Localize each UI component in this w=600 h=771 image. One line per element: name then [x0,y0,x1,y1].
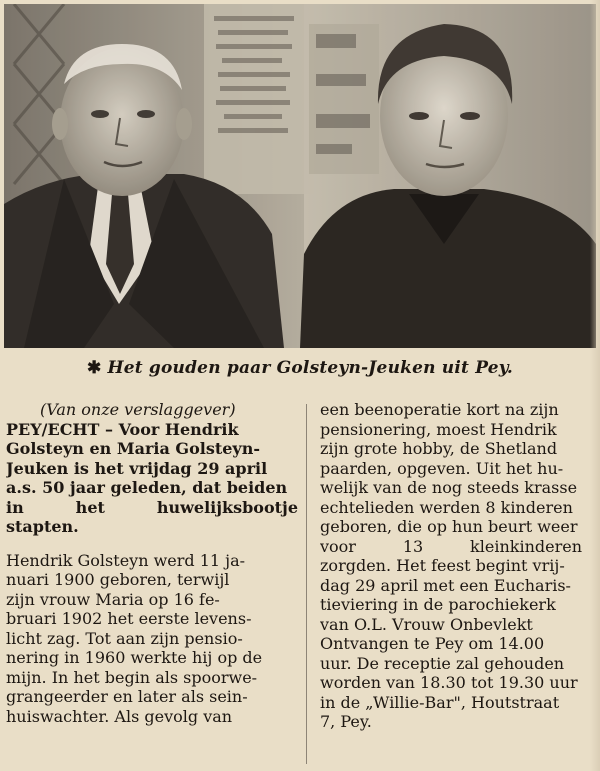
body-line: pensionering, moest Hendrik [320,419,557,439]
lead-line: in het huwelijksbootje [6,497,298,517]
body-line: nering in 1960 werkte hij op de [6,648,263,667]
body-line: tieviering in de parochiekerk [320,595,556,614]
body-line: huiswachter. Als gevolg van [6,706,233,726]
paper-edge-shadow [590,0,600,771]
body-line: bruari 1902 het eerste levens- [6,609,252,628]
body-line: dag 29 april met een Eucharis- [320,575,571,595]
body-line: Ontvangen te Pey om 14.00 [320,634,545,653]
body-line: van O.L. Vrouw Onbevlekt [320,614,533,634]
lead-line: PEY/ECHT – Voor Hendrik [6,419,239,439]
body-line: nuari 1900 geboren, terwijl [6,570,230,589]
body-line: geboren, die op hun beurt weer [320,517,578,536]
body-line: zijn grote hobby, de Shetland [320,439,558,458]
body-line: worden van 18.30 tot 19.30 uur [320,673,578,692]
article-column-right [320,400,600,771]
article-column-left [6,400,298,771]
photo-caption [0,358,600,388]
body-line: zorgden. Het feest begint vrij- [320,556,565,575]
couple-photo [4,4,596,348]
body-line: licht zag. Tot aan zijn pensio- [6,628,243,648]
body-line: mijn. In het begin als spoorwe- [6,667,258,687]
caption-text: Het gouden paar Golsteyn-Jeuken uit Pey. [107,358,513,378]
body-line: paarden, opgeven. Uit het hu- [320,458,564,478]
body-line: 7, Pey. [320,712,372,731]
body-line: uur. De receptie zal gehouden [320,653,565,673]
lead-line: stapten. [6,517,79,536]
lead-line: a.s. 50 jaar geleden, dat beiden [6,478,288,497]
body-paragraph-left [6,551,298,727]
column-divider [306,404,307,764]
lead-line: Golsteyn en Maria Golsteyn- [6,439,260,458]
lead-line: Jeuken is het vrijdag 29 april [6,458,268,478]
body-line: Hendrik Golsteyn werd 11 ja- [6,550,246,570]
body-line: voor 13 kleinkinderen [320,536,582,556]
body-line: echtelieden werden 8 kinderen [320,497,573,517]
body-line: grangeerder en later als sein- [6,687,248,706]
body-line: een beenoperatie kort na zijn [320,400,559,419]
caption-star-icon: ✱ [87,358,102,378]
body-line: zijn vrouw Maria op 16 fe- [6,589,220,609]
byline: (Van onze verslaggever) [40,400,236,419]
body-line: welijk van de nog steeds krasse [320,478,578,497]
lead-paragraph [6,420,298,537]
body-line: in de „Willie-Bar", Houtstraat [320,692,560,712]
photo-illustration [4,4,596,348]
